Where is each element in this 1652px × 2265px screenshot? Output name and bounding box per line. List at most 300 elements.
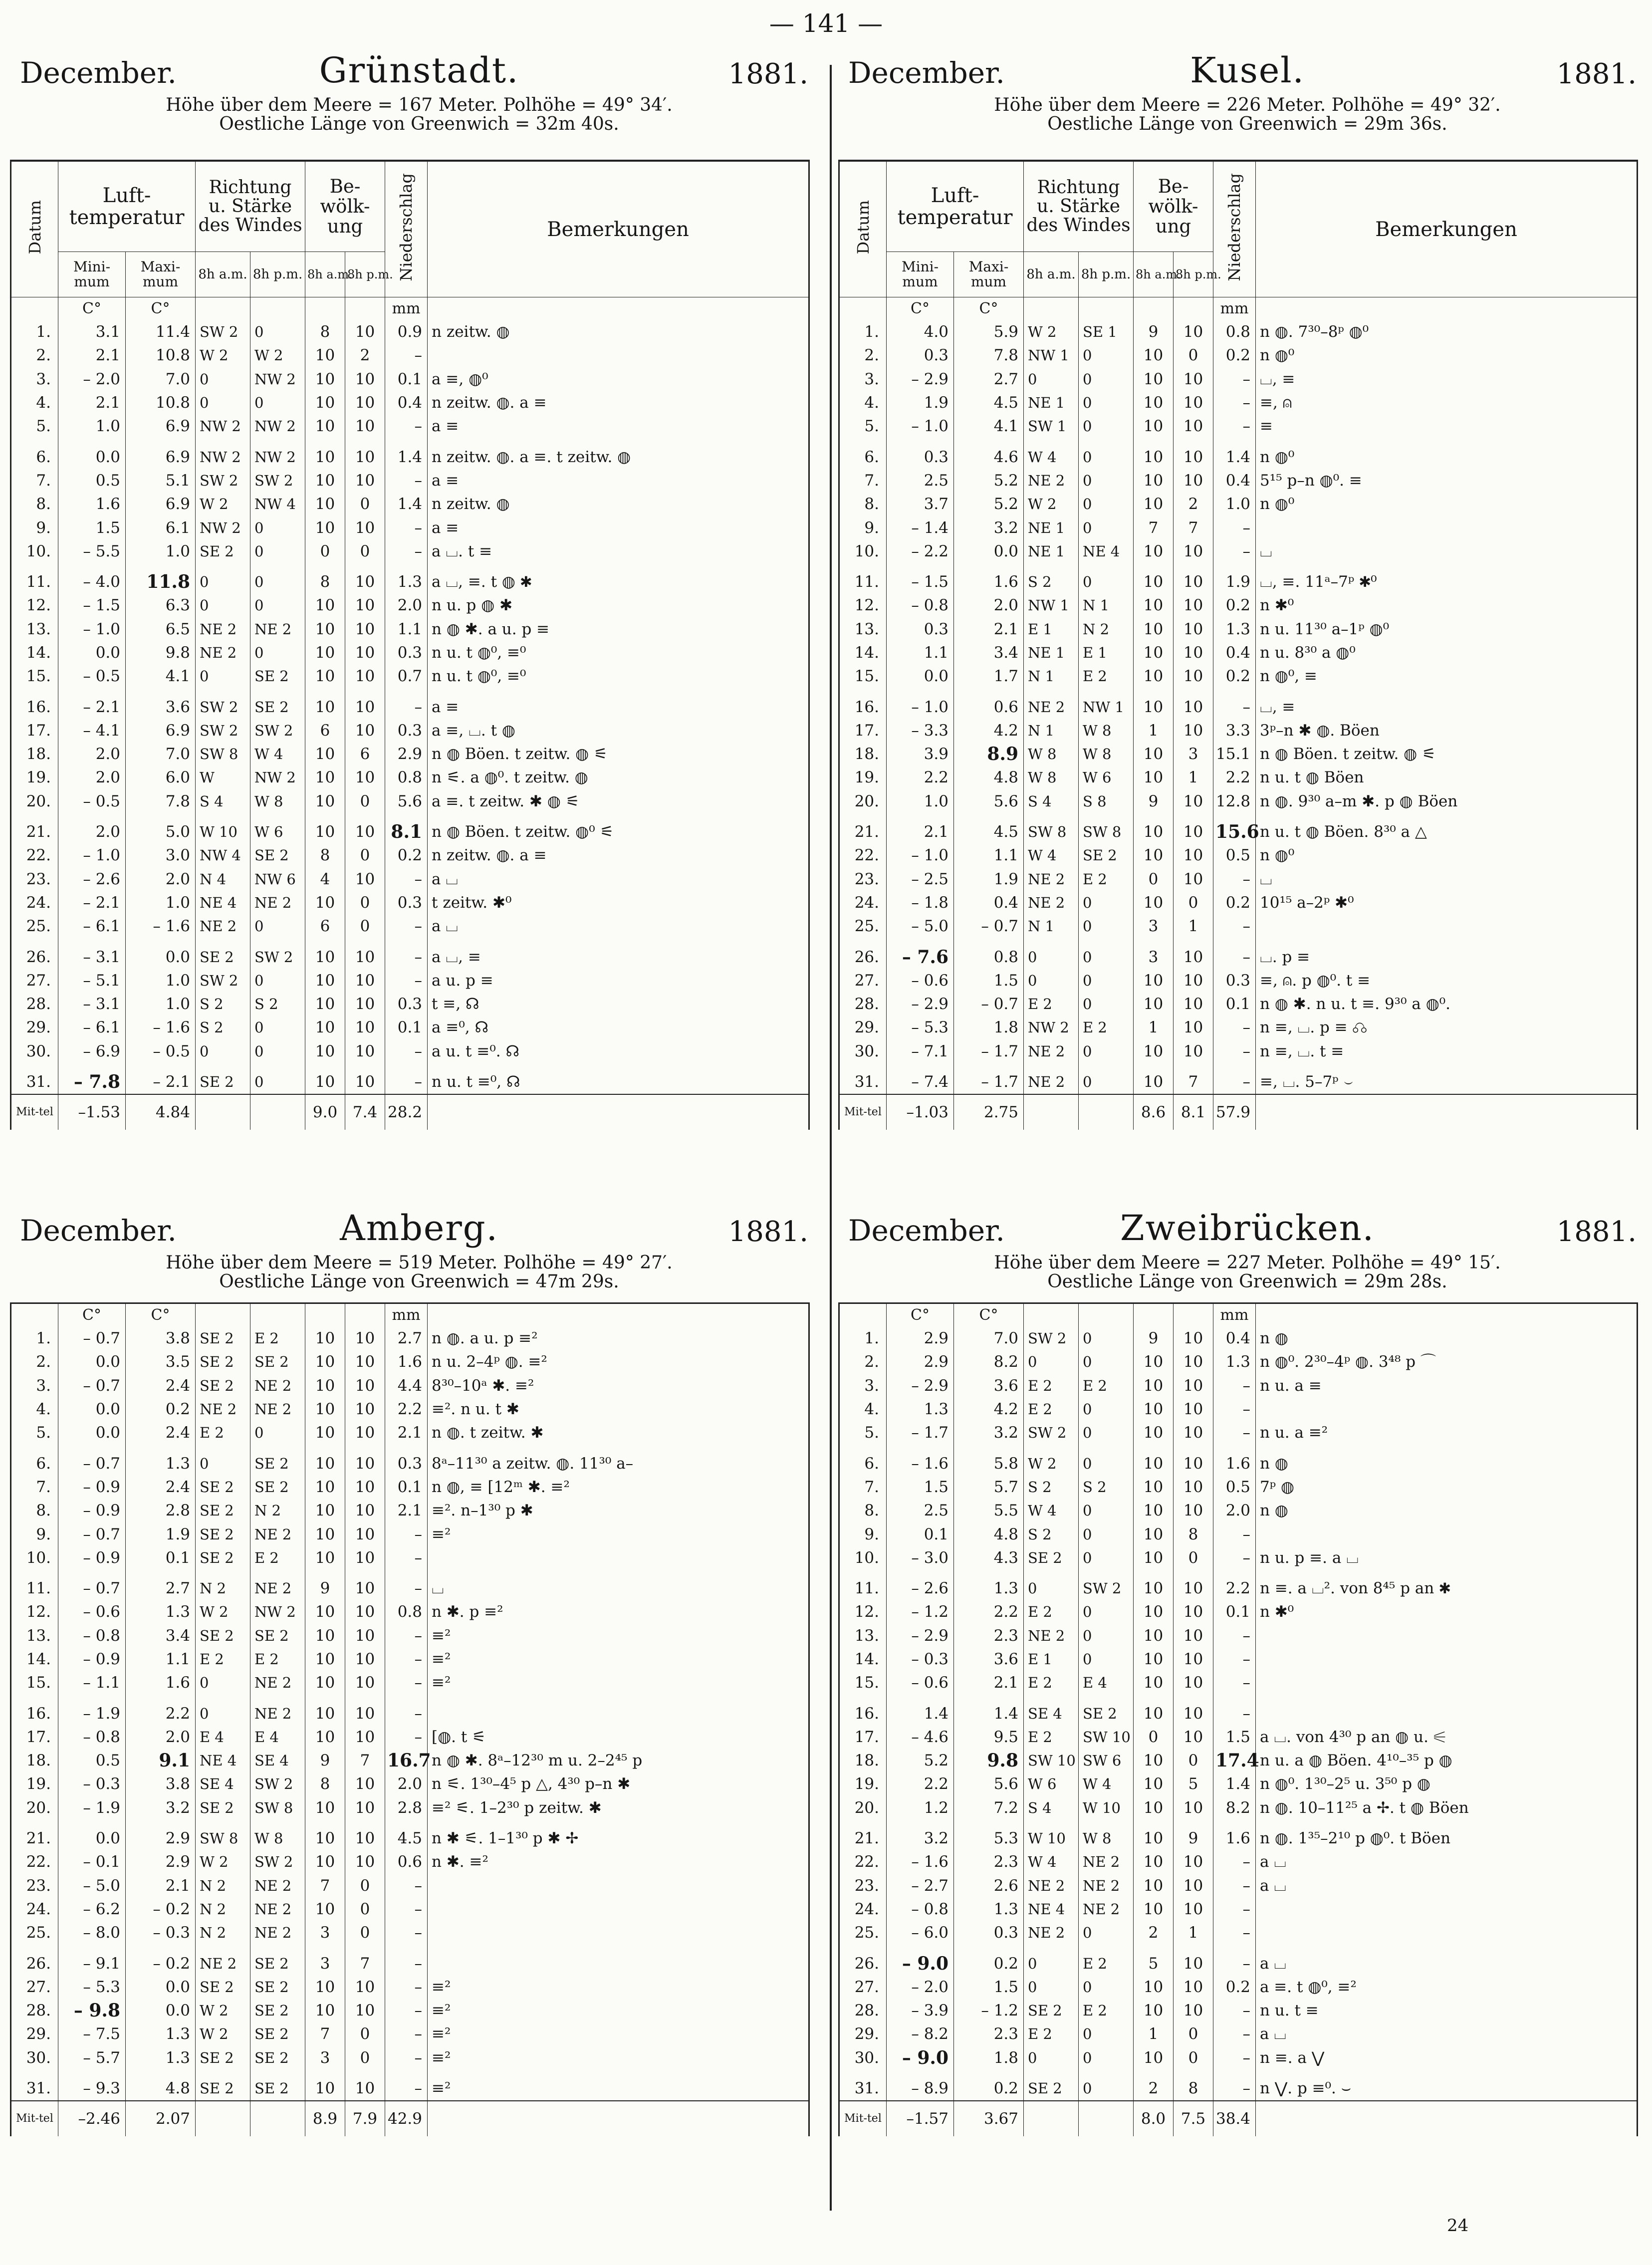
remarks-cell: [◍. t ⚟ (432, 1728, 486, 1746)
precip-cell: – (1213, 1648, 1256, 1671)
table-row (839, 1796, 1638, 1820)
min-temp-cell: – 3.1 (58, 945, 126, 969)
table-row (839, 516, 1638, 539)
max-temp-cell: 6.9 (126, 445, 196, 469)
wind-am-cell: NW 1 (1024, 594, 1079, 617)
remarks-cell: t zeitw. ✱⁰ (432, 893, 512, 912)
header-wind-am: 8h a.m. (196, 252, 250, 297)
cloud-pm-cell: 10 (1174, 570, 1213, 594)
max-temp-cell: 5.5 (954, 1499, 1024, 1522)
wind-am-cell: S 4 (196, 790, 250, 813)
max-temp-cell: 5.9 (954, 320, 1024, 344)
wind-am-cell: E 2 (1024, 1374, 1079, 1398)
cloud-am-cell: 4 (305, 868, 345, 891)
remarks-cell: n ◍ Böen. t zeitw. ◍ ⚟ (432, 745, 608, 763)
cloud-pm-cell: 10 (1174, 391, 1213, 415)
mittel-precip: 38.4 (1213, 2101, 1256, 2136)
max-temp-cell: 1.6 (126, 1671, 196, 1695)
wind-pm-cell: SE 2 (1079, 844, 1134, 867)
remarks-cell: n u. p ◍ ✱ (432, 596, 513, 615)
max-temp-cell: 2.1 (954, 618, 1024, 641)
wind-pm-cell: NW 2 (250, 766, 305, 789)
cloud-pm-cell: 10 (345, 594, 385, 617)
min-temp-cell: – 2.6 (58, 868, 126, 891)
remarks-cell: n u. a ≡² (1260, 1424, 1328, 1442)
cloud-pm-cell: 7 (1174, 1070, 1213, 1094)
table-row (839, 2046, 1638, 2070)
min-temp-cell: 2.5 (887, 1499, 954, 1522)
remarks-cell: n u. t ≡⁰, ☊ (432, 1073, 520, 1091)
cloud-am-cell: 10 (1134, 1452, 1174, 1475)
wind-pm-cell: NE 2 (250, 618, 305, 641)
max-temp-cell: 11.4 (126, 320, 196, 344)
mittel-min: –2.46 (58, 2101, 126, 2136)
wind-pm-cell: SW 6 (1079, 1749, 1134, 1772)
min-temp-cell: 2.5 (887, 469, 954, 493)
precip-cell: 0.8 (1213, 320, 1256, 344)
wind-am-cell: SW 2 (196, 695, 250, 719)
cloud-pm-cell: 5 (1174, 1772, 1213, 1796)
cloud-pm-cell: 10 (345, 320, 385, 344)
wind-pm-cell: NE 2 (250, 1522, 305, 1546)
wind-am-cell: W 6 (1024, 1772, 1079, 1796)
remarks-cell: n ≡, ⌴. t ≡ (1260, 1042, 1344, 1060)
cloud-am-cell: 10 (1134, 1624, 1174, 1648)
precip-cell: – (1213, 1671, 1256, 1695)
wind-am-cell: 0 (1024, 1577, 1079, 1600)
cloud-am-cell: 10 (1134, 1827, 1174, 1850)
remarks-cell (428, 1702, 809, 1725)
precip-cell: 2.2 (385, 1398, 428, 1421)
remarks-cell: n ◍⁰ (1260, 346, 1295, 365)
max-temp-cell: 1.8 (954, 1016, 1024, 1039)
min-temp-cell: 1.4 (887, 1702, 954, 1725)
day-cell: 22. (11, 844, 58, 867)
table-row (839, 1499, 1638, 1522)
precip-cell: 2.1 (385, 1499, 428, 1522)
table-row (839, 719, 1638, 743)
cloud-am-cell: 10 (305, 445, 345, 469)
cloud-am-cell: 0 (305, 540, 345, 563)
precip-cell: – (385, 1976, 428, 1999)
precip-cell: – (385, 1921, 428, 1945)
day-cell: 21. (839, 820, 887, 844)
cloud-am-cell: 10 (1134, 570, 1174, 594)
min-temp-cell: – 5.1 (58, 969, 126, 993)
day-cell: 21. (11, 820, 58, 844)
cloud-am-cell: 10 (1134, 368, 1174, 391)
table-row (11, 1796, 809, 1820)
header-bewoelkung: Be-wölk-ung (1134, 161, 1213, 252)
remarks-cell: ⌴, ≡ (1260, 698, 1295, 716)
min-temp-cell: 0.3 (887, 445, 954, 469)
wind-am-cell: NE 1 (1024, 516, 1079, 539)
max-temp-cell: – 1.7 (954, 1040, 1024, 1063)
cloud-pm-cell: 0 (1174, 1546, 1213, 1570)
cloud-pm-cell: 10 (1174, 1350, 1213, 1374)
cloud-am-cell: 10 (305, 391, 345, 415)
max-temp-cell: 3.6 (954, 1648, 1024, 1671)
remarks-cell: a ⌴, ≡ (432, 948, 481, 966)
min-temp-cell: – 9.0 (887, 1952, 954, 1975)
header-datum: Datum (11, 161, 58, 297)
min-temp-cell: – 0.6 (887, 969, 954, 993)
group-gap (11, 938, 809, 945)
min-temp-cell: – 0.7 (58, 1522, 126, 1546)
day-cell: 12. (11, 594, 58, 617)
wind-pm-cell: W 2 (250, 344, 305, 367)
header-luft: Luft-temperatur (58, 161, 196, 252)
cloud-am-cell: 10 (305, 344, 345, 367)
min-temp-cell: 2.1 (887, 820, 954, 844)
remarks-cell: ≡, ⌴. 5–7ᵖ ⌣ (1260, 1073, 1354, 1091)
group-gap (839, 563, 1638, 570)
precip-cell: 1.6 (1213, 1827, 1256, 1850)
cloud-am-cell: 3 (305, 1921, 345, 1945)
wind-am-cell: 0 (196, 1702, 250, 1725)
max-temp-cell: 5.0 (126, 820, 196, 844)
remarks-cell: n u. t ◍⁰, ≡⁰ (432, 667, 526, 686)
precip-cell: – (1213, 1898, 1256, 1921)
remarks-cell: n ◍⁰. 2³⁰–4ᵖ ◍. 3⁴⁸ p ⌒ (1260, 1353, 1436, 1371)
cloud-am-cell: 10 (1134, 1522, 1174, 1546)
precip-cell: 8.2 (1213, 1796, 1256, 1820)
cloud-am-cell: 10 (305, 945, 345, 969)
max-temp-cell: 10.8 (126, 344, 196, 367)
group-gap (839, 1445, 1638, 1452)
remarks-cell: ⌴, ≡ (1260, 370, 1295, 388)
table-row (839, 1577, 1638, 1600)
header-bewoelkung: Be-wölk-ung (305, 161, 385, 252)
remarks-cell: n u. a ◍ Böen. 4¹⁰–³⁵ p ◍ (1260, 1752, 1452, 1770)
wind-pm-cell: 0 (250, 915, 305, 938)
cloud-am-cell: 10 (1134, 695, 1174, 719)
precip-cell: 2.2 (1213, 1577, 1256, 1600)
wind-pm-cell: 0 (250, 540, 305, 563)
cloud-am-cell: 10 (305, 516, 345, 539)
min-temp-cell: – 1.5 (887, 570, 954, 594)
wind-pm-cell: 0 (1079, 891, 1134, 915)
min-temp-cell: – 7.5 (58, 2022, 126, 2046)
wind-am-cell: SW 2 (196, 469, 250, 493)
remarks-cell: n ≡. a ⋁ (1260, 2048, 1325, 2067)
wind-pm-cell: 0 (250, 391, 305, 415)
wind-pm-cell: 0 (1079, 2022, 1134, 2046)
day-cell: 10. (839, 540, 887, 563)
precip-cell: 1.4 (1213, 445, 1256, 469)
precip-cell: 2.0 (1213, 1499, 1256, 1522)
remarks-cell (1256, 1671, 1638, 1695)
max-temp-cell: 4.2 (954, 719, 1024, 743)
precip-cell: – (1213, 1546, 1256, 1570)
day-cell: 7. (839, 1476, 887, 1499)
unit-row (11, 297, 809, 321)
day-cell: 26. (11, 945, 58, 969)
day-cell: 15. (839, 1671, 887, 1695)
cloud-am-cell: 10 (1134, 1600, 1174, 1624)
cloud-pm-cell: 10 (1174, 1040, 1213, 1063)
cloud-pm-cell: 10 (345, 1624, 385, 1648)
remarks-cell: ≡² (432, 2002, 451, 2020)
table-row (11, 1850, 809, 1874)
unit-c: C° (887, 1303, 954, 1327)
wind-am-cell: W 2 (196, 493, 250, 516)
wind-am-cell: N 2 (196, 1921, 250, 1945)
cloud-am-cell: 10 (1134, 1671, 1174, 1695)
wind-pm-cell: W 8 (1079, 743, 1134, 766)
min-temp-cell: – 0.8 (58, 1624, 126, 1648)
table-row (839, 445, 1638, 469)
min-temp-cell: – 4.6 (887, 1726, 954, 1749)
wind-pm-cell: 0 (1079, 1452, 1134, 1475)
min-temp-cell: – 2.7 (887, 1874, 954, 1898)
cloud-pm-cell: 10 (1174, 320, 1213, 344)
cloud-pm-cell: 10 (345, 2077, 385, 2101)
table-row (11, 766, 809, 789)
wind-am-cell: SW 2 (196, 320, 250, 344)
mittel-cloud-pm: 7.9 (345, 2101, 385, 2136)
max-temp-cell: 2.3 (954, 1850, 1024, 1874)
table-row (11, 1952, 809, 1975)
max-temp-cell: 1.3 (126, 2046, 196, 2070)
max-temp-cell: 2.2 (954, 1600, 1024, 1624)
wind-pm-cell: E 2 (250, 1648, 305, 1671)
min-temp-cell: 0.5 (58, 1749, 126, 1772)
precip-cell: 2.8 (385, 1796, 428, 1820)
cloud-pm-cell: 10 (345, 1772, 385, 1796)
day-cell: 6. (11, 1452, 58, 1475)
wind-pm-cell: 0 (250, 1016, 305, 1039)
day-cell: 31. (11, 1070, 58, 1094)
min-temp-cell: – 1.0 (887, 415, 954, 438)
wind-am-cell: SW 10 (1024, 1749, 1079, 1772)
min-temp-cell: – 1.0 (887, 844, 954, 867)
cloud-pm-cell: 10 (1174, 1952, 1213, 1975)
cloud-am-cell: 10 (305, 415, 345, 438)
table-row (11, 915, 809, 938)
day-cell: 18. (839, 1749, 887, 1772)
day-cell: 3. (11, 1374, 58, 1398)
day-cell: 9. (839, 1522, 887, 1546)
wind-pm-cell: W 8 (1079, 719, 1134, 743)
cloud-pm-cell: 1 (1174, 1921, 1213, 1945)
table-row (839, 1921, 1638, 1945)
cloud-am-cell: 10 (305, 790, 345, 813)
cloud-am-cell: 10 (305, 969, 345, 993)
cloud-pm-cell: 10 (1174, 1874, 1213, 1898)
wind-am-cell: 0 (1024, 1350, 1079, 1374)
wind-am-cell: N 1 (1024, 719, 1079, 743)
day-cell: 20. (11, 1796, 58, 1820)
day-cell: 30. (11, 2046, 58, 2070)
cloud-pm-cell: 10 (345, 1327, 385, 1350)
day-cell: 1. (839, 1327, 887, 1350)
wind-pm-cell: S 8 (1079, 790, 1134, 813)
cloud-pm-cell: 10 (1174, 415, 1213, 438)
cloud-am-cell: 10 (305, 1624, 345, 1648)
wind-am-cell: E 2 (1024, 1726, 1079, 1749)
max-temp-cell: 1.9 (954, 868, 1024, 891)
cloud-pm-cell: 10 (1174, 844, 1213, 867)
cloud-pm-cell: 10 (345, 1040, 385, 1063)
min-temp-cell: – 1.6 (887, 1452, 954, 1475)
cloud-pm-cell: 10 (345, 1452, 385, 1475)
max-temp-cell: 5.2 (954, 493, 1024, 516)
wind-pm-cell: 0 (1079, 1546, 1134, 1570)
cloud-pm-cell: 0 (345, 844, 385, 867)
table-row (839, 1070, 1638, 1094)
wind-am-cell: W 2 (196, 344, 250, 367)
remarks-cell: n ◍ ✱. 8ᵃ–12³⁰ m u. 2–2⁴⁵ p (432, 1752, 643, 1770)
min-temp-cell: – 6.1 (58, 1016, 126, 1039)
precip-cell: – (385, 1546, 428, 1570)
table-row (11, 1398, 809, 1421)
wind-pm-cell: 0 (1079, 1327, 1134, 1350)
wind-pm-cell: SE 2 (250, 1452, 305, 1475)
wind-am-cell: E 1 (1024, 1648, 1079, 1671)
min-temp-cell: – 3.0 (887, 1546, 954, 1570)
day-cell: 2. (11, 1350, 58, 1374)
cloud-am-cell: 10 (305, 1374, 345, 1398)
min-temp-cell: 1.2 (887, 1796, 954, 1820)
cloud-pm-cell: 10 (1174, 1327, 1213, 1350)
remarks-cell: n u. a ≡ (1260, 1376, 1322, 1395)
wind-pm-cell: S 2 (1079, 1476, 1134, 1499)
max-temp-cell: 7.0 (126, 368, 196, 391)
cloud-pm-cell: 0 (345, 493, 385, 516)
cloud-am-cell: 10 (305, 1040, 345, 1063)
table-row (839, 844, 1638, 867)
cloud-pm-cell: 10 (345, 1546, 385, 1570)
precip-cell: – (1213, 415, 1256, 438)
cloud-pm-cell: 10 (1174, 1976, 1213, 1999)
wind-am-cell: N 1 (1024, 665, 1079, 688)
table-row (11, 1749, 809, 1772)
table-row (11, 1350, 809, 1374)
table-row (11, 1452, 809, 1475)
remarks-cell (1256, 915, 1638, 938)
wind-am-cell: SE 2 (196, 945, 250, 969)
table-row (839, 415, 1638, 438)
cloud-pm-cell: 0 (345, 2022, 385, 2046)
day-cell: 26. (839, 1952, 887, 1975)
precip-cell: – (385, 695, 428, 719)
cloud-pm-cell: 10 (345, 1648, 385, 1671)
wind-am-cell: NW 2 (196, 415, 250, 438)
min-temp-cell: – 1.9 (58, 1796, 126, 1820)
max-temp-cell: 1.0 (126, 891, 196, 915)
max-temp-cell: 5.1 (126, 469, 196, 493)
max-temp-cell: – 0.2 (126, 1952, 196, 1975)
cloud-am-cell: 3 (305, 1952, 345, 1975)
mittel-row (11, 1094, 809, 1130)
table-row (839, 570, 1638, 594)
remarks-cell: n ◍⁰, ≡ (1260, 667, 1318, 686)
max-temp-cell: 3.2 (126, 1796, 196, 1820)
cloud-am-cell: 10 (1134, 540, 1174, 563)
cloud-am-cell: 10 (1134, 1874, 1174, 1898)
max-temp-cell: 1.5 (954, 1976, 1024, 1999)
precip-cell: 0.2 (1213, 665, 1256, 688)
max-temp-cell: 0.0 (126, 1976, 196, 1999)
day-cell: 22. (839, 844, 887, 867)
min-temp-cell: – 0.9 (58, 1476, 126, 1499)
wind-pm-cell: NW 6 (250, 868, 305, 891)
wind-pm-cell: 0 (1079, 2046, 1134, 2070)
min-temp-cell: – 5.3 (58, 1976, 126, 1999)
wind-am-cell: 0 (1024, 1976, 1079, 1999)
max-temp-cell: 1.0 (126, 540, 196, 563)
max-temp-cell: 3.8 (126, 1327, 196, 1350)
remarks-cell (428, 1546, 809, 1570)
wind-pm-cell: N 2 (1079, 618, 1134, 641)
precip-cell: – (1213, 915, 1256, 938)
unit-c: C° (126, 1303, 196, 1327)
wind-am-cell: S 2 (196, 1016, 250, 1039)
min-temp-cell: – 0.9 (58, 1499, 126, 1522)
mittel-max: 2.07 (126, 2101, 196, 2136)
station-longitude-line: Oestliche Länge von Greenwich = 29m 28s. (1047, 1271, 1447, 1292)
precip-cell: – (1213, 1952, 1256, 1975)
cloud-pm-cell: 10 (345, 1827, 385, 1850)
precip-cell: – (385, 516, 428, 539)
min-temp-cell: – 9.3 (58, 2077, 126, 2101)
cloud-pm-cell: 10 (1174, 641, 1213, 665)
table-row (839, 1546, 1638, 1570)
min-temp-cell: 1.1 (887, 641, 954, 665)
wind-pm-cell: 0 (1079, 570, 1134, 594)
cloud-pm-cell: 0 (1174, 2022, 1213, 2046)
day-cell: 17. (11, 719, 58, 743)
remarks-cell: n u. 8³⁰ a ◍⁰ (1260, 644, 1356, 662)
table-row (839, 868, 1638, 891)
station-header (848, 1208, 1647, 1292)
wind-am-cell: S 4 (1024, 1796, 1079, 1820)
day-cell: 3. (839, 368, 887, 391)
max-temp-cell: 6.5 (126, 618, 196, 641)
wind-am-cell: 0 (196, 570, 250, 594)
header-wind: Richtung u. Stärke des Windes (196, 161, 305, 252)
precip-cell: 0.1 (385, 1016, 428, 1039)
cloud-pm-cell: 10 (1174, 1398, 1213, 1421)
cloud-pm-cell: 10 (345, 1600, 385, 1624)
cloud-am-cell: 10 (305, 1398, 345, 1421)
precip-cell: – (385, 415, 428, 438)
day-cell: 13. (839, 1624, 887, 1648)
min-temp-cell: 0.0 (58, 1827, 126, 1850)
day-cell: 16. (11, 1702, 58, 1725)
cloud-am-cell: 3 (305, 2046, 345, 2070)
precip-cell: 0.1 (1213, 1600, 1256, 1624)
cloud-pm-cell: 8 (1174, 2077, 1213, 2101)
day-cell: 10. (11, 1546, 58, 1570)
table-row (839, 820, 1638, 844)
precip-cell: 1.9 (1213, 570, 1256, 594)
max-temp-cell: 2.6 (954, 1874, 1024, 1898)
day-cell: 20. (839, 790, 887, 813)
wind-pm-cell: NW 4 (250, 493, 305, 516)
wind-am-cell: SE 2 (1024, 2077, 1079, 2101)
table-row (839, 1476, 1638, 1499)
min-temp-cell: – 8.2 (887, 2022, 954, 2046)
remarks-cell: 7ᵖ ◍ (1260, 1478, 1295, 1496)
max-temp-cell: 7.8 (954, 344, 1024, 367)
min-temp-cell: 1.0 (887, 790, 954, 813)
wind-pm-cell: SW 8 (1079, 820, 1134, 844)
unit-mm: mm (385, 297, 428, 321)
precip-cell: – (1213, 2046, 1256, 2070)
wind-am-cell: NE 2 (196, 1398, 250, 1421)
